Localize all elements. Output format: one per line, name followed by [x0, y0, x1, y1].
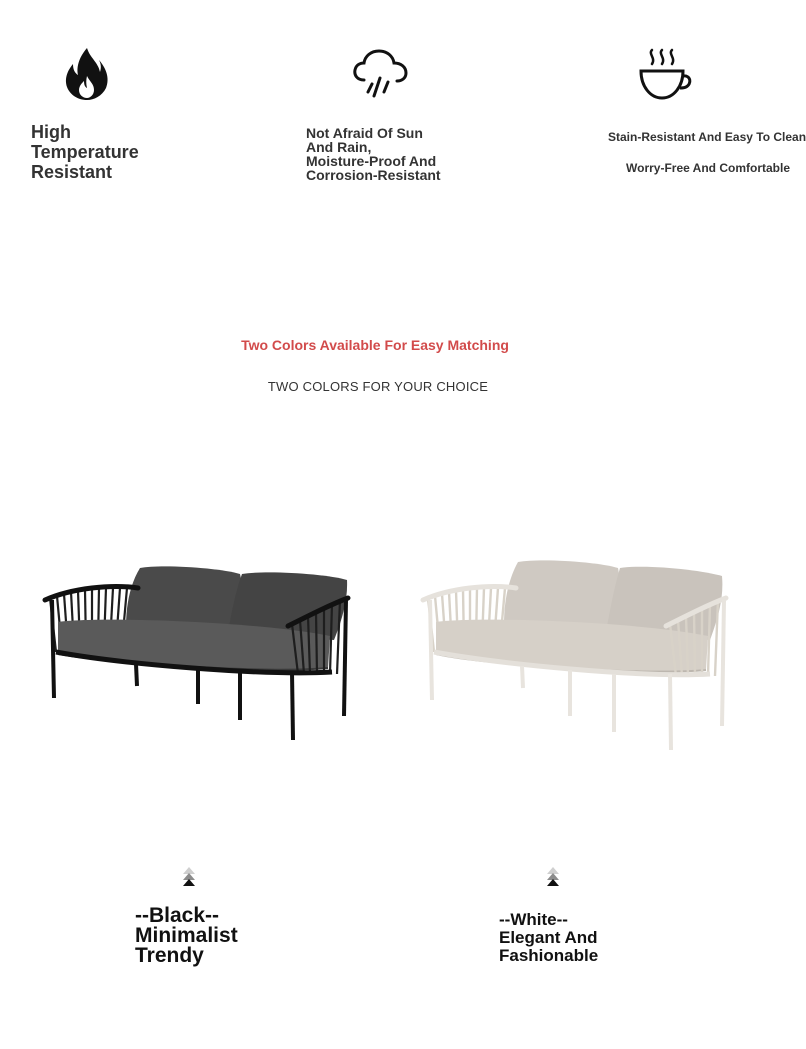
flame-icon — [64, 46, 110, 100]
white-sofa-image — [418, 556, 730, 756]
rain-cloud-icon — [352, 48, 408, 100]
black-sofa-image — [42, 560, 352, 745]
section-subtitle: TWO COLORS FOR YOUR CHOICE — [267, 379, 489, 394]
variant-black-label: --Black-- Minimalist Trendy — [135, 904, 238, 967]
chevron-up-icon — [546, 867, 560, 887]
feature-worry-free: Worry-Free And Comfortable — [626, 161, 791, 175]
feature-stain-resistant: Stain-Resistant And Easy To Clean — [608, 130, 806, 144]
variant-white-label: --White-- Elegant And Fashionable — [499, 910, 599, 965]
chevron-up-icon — [182, 867, 196, 887]
section-title: Two Colors Available For Easy Matching — [241, 337, 509, 353]
feature-weatherproof: Not Afraid Of Sun And Rain, Moisture-Proof And Corrosion-Resistant — [306, 125, 441, 183]
feature-high-temperature: High Temperature Resistant — [31, 122, 139, 182]
hot-cup-icon — [638, 46, 694, 102]
